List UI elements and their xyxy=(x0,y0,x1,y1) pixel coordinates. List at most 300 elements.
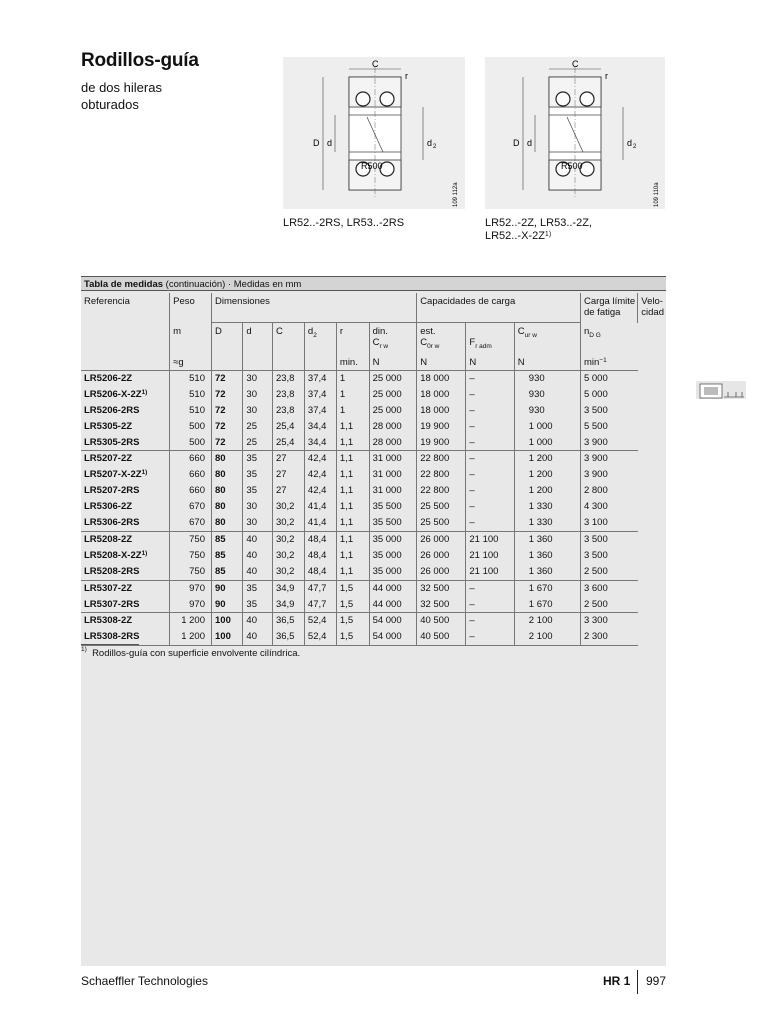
curw-cell-value: 1 360 xyxy=(528,565,553,577)
unit-N: N xyxy=(417,352,466,371)
crw-cell-value: 31 000 xyxy=(372,453,402,465)
fradm-cell-value: – xyxy=(469,631,475,643)
crw-cell-value: 31 000 xyxy=(372,469,402,481)
ndg-cell-value: 3 600 xyxy=(583,582,608,594)
footnote-text: Rodillos-guía con superficie envolvente cilíndrica. xyxy=(92,648,301,659)
d2-cell-value: 34,4 xyxy=(307,436,327,448)
ref-cell xyxy=(81,564,170,580)
crw-cell-value: 28 000 xyxy=(372,420,402,432)
table-row xyxy=(81,597,666,613)
C-cell-value: 25,4 xyxy=(275,436,295,448)
d2-cell xyxy=(304,515,336,531)
curw-cell xyxy=(514,531,580,547)
c0rw-cell xyxy=(417,387,466,403)
crw-cell xyxy=(369,597,417,613)
sym-curw xyxy=(514,323,580,352)
curw-cell-value: 1 330 xyxy=(528,517,553,529)
ref-cell-value: LR5306-2RS xyxy=(84,517,140,529)
curw-cell xyxy=(514,613,580,629)
C-cell-value: 34,9 xyxy=(275,598,295,610)
col-carga-limite xyxy=(580,293,637,323)
c0rw-cell-value: 18 000 xyxy=(420,372,450,384)
C-cell xyxy=(272,597,304,613)
ref-cell-value: LR5306-2Z xyxy=(84,501,133,513)
fradm-cell-value: – xyxy=(469,517,475,529)
r-cell xyxy=(336,564,369,580)
C-cell xyxy=(272,419,304,435)
ndg-cell xyxy=(580,403,637,419)
d-cell-value: 35 xyxy=(246,453,257,465)
crw-cell xyxy=(369,613,417,629)
d2-cell-value: 37,4 xyxy=(307,388,327,400)
ref-cell xyxy=(81,515,170,531)
footnote-rule xyxy=(81,644,139,645)
table-row xyxy=(81,483,666,499)
sym-est-text: est. xyxy=(420,326,436,337)
crw-cell xyxy=(369,483,417,499)
c0rw-cell xyxy=(417,548,466,564)
C-cell xyxy=(272,483,304,499)
unit-N: N xyxy=(514,352,580,371)
fradm-cell xyxy=(466,564,514,580)
ndg-cell-value: 2 300 xyxy=(583,631,608,643)
curw-cell-value: 1 360 xyxy=(528,549,553,561)
fradm-cell xyxy=(466,419,514,435)
c0rw-cell-value: 32 500 xyxy=(420,582,450,594)
curw-cell-value: 930 xyxy=(528,388,545,400)
fradm-cell-value: – xyxy=(469,582,475,594)
fradm-cell xyxy=(466,597,514,613)
caption-line xyxy=(485,230,592,243)
mass-cell xyxy=(170,515,212,531)
r-cell-value: 1,5 xyxy=(339,631,354,643)
mass-cell-value: 660 xyxy=(189,485,205,497)
fradm-cell xyxy=(466,451,514,467)
footer-divider xyxy=(637,970,638,994)
ref-cell-value: LR5206-2Z xyxy=(84,372,133,384)
fradm-cell-value: – xyxy=(469,501,475,513)
d-cell xyxy=(243,370,273,386)
crw-cell-value: 25 000 xyxy=(372,372,402,384)
fradm-cell-value: – xyxy=(469,372,475,384)
d-cell-value: 35 xyxy=(246,469,257,481)
sym-d2-main: d xyxy=(307,326,314,337)
fradm-cell-value: – xyxy=(469,420,475,432)
crw-cell xyxy=(369,403,417,419)
d2-cell-value: 42,4 xyxy=(307,469,327,481)
mass-cell-value: 510 xyxy=(189,372,205,384)
curw-cell-value: 1 330 xyxy=(528,501,553,513)
page-title: Rodillos-guía xyxy=(81,50,199,71)
D-cell-value: 85 xyxy=(215,533,226,545)
ref-cell-value: LR5307-2RS xyxy=(84,598,140,610)
sym-fradm xyxy=(466,323,514,352)
D-cell-value: 80 xyxy=(215,501,226,513)
col-velocidad-1: Velo- xyxy=(641,296,663,307)
sym-c0rw-main: C xyxy=(420,337,428,348)
d-cell-value: 30 xyxy=(246,517,257,529)
table-row xyxy=(81,629,666,645)
d-cell-value: 40 xyxy=(246,631,257,643)
ndg-cell xyxy=(580,467,637,483)
crw-cell-value: 25 000 xyxy=(372,404,402,416)
d2-cell-value: 47,7 xyxy=(307,598,327,610)
dimension-table xyxy=(81,293,666,646)
C-cell-value: 30,2 xyxy=(275,533,295,545)
ndg-cell-value: 4 300 xyxy=(583,501,608,513)
C-cell xyxy=(272,387,304,403)
footer-page-number: 997 xyxy=(646,974,667,988)
D-cell xyxy=(212,629,243,645)
c0rw-cell xyxy=(417,580,466,596)
d-cell-value: 30 xyxy=(246,372,257,384)
c0rw-cell-value: 40 500 xyxy=(420,615,450,627)
subtitle-line-1: de dos hileras xyxy=(81,80,162,95)
unit-empty xyxy=(304,352,336,371)
c0rw-cell-value: 22 800 xyxy=(420,485,450,497)
sym-din-text: din. xyxy=(372,326,388,337)
d-cell xyxy=(243,435,273,451)
mass-cell xyxy=(170,435,212,451)
curw-cell xyxy=(514,483,580,499)
d2-cell xyxy=(304,613,336,629)
D-cell xyxy=(212,387,243,403)
C-cell-value: 30,2 xyxy=(275,549,295,561)
ndg-cell xyxy=(580,580,637,596)
ref-cell-value: LR5305-2RS xyxy=(84,436,140,448)
drawing-code: 109 110a xyxy=(654,182,660,207)
dim-D-label: D xyxy=(313,138,320,148)
curw-cell xyxy=(514,580,580,596)
table-row xyxy=(81,370,666,386)
d2-cell-value: 42,4 xyxy=(307,453,327,465)
D-cell-value: 80 xyxy=(215,517,226,529)
sym-fradm-sub: r adm xyxy=(475,342,492,350)
ndg-cell-value: 2 800 xyxy=(583,485,608,497)
ref-cell xyxy=(81,613,170,629)
crw-cell xyxy=(369,451,417,467)
mass-cell-value: 510 xyxy=(189,404,205,416)
fradm-cell-value: – xyxy=(469,469,475,481)
sym-D: D xyxy=(212,323,243,352)
curw-cell xyxy=(514,564,580,580)
d-cell xyxy=(243,483,273,499)
mass-cell-value: 1 200 xyxy=(181,615,205,627)
mass-cell xyxy=(170,483,212,499)
d-cell-value: 30 xyxy=(246,501,257,513)
unit-rpm xyxy=(580,352,637,371)
ref-cell-value: LR5308-2RS xyxy=(84,631,140,643)
mass-cell-value: 970 xyxy=(189,598,205,610)
table-row xyxy=(81,435,666,451)
C-cell-value: 23,8 xyxy=(275,388,295,400)
D-cell-value: 72 xyxy=(215,388,226,400)
r-cell-value: 1 xyxy=(339,388,346,400)
r-cell-value: 1,1 xyxy=(339,436,354,448)
ref-cell xyxy=(81,580,170,596)
mass-cell xyxy=(170,467,212,483)
C-cell-value: 27 xyxy=(275,453,287,465)
sym-ndg-sub: D G xyxy=(589,331,601,339)
d2-cell xyxy=(304,467,336,483)
curw-cell xyxy=(514,597,580,613)
table-row xyxy=(81,580,666,596)
c0rw-cell-value: 25 500 xyxy=(420,501,450,513)
ndg-cell-value: 5 500 xyxy=(583,420,608,432)
crw-cell-value: 35 000 xyxy=(372,533,402,545)
C-cell-value: 30,2 xyxy=(275,501,295,513)
crw-cell-value: 35 000 xyxy=(372,549,402,561)
sym-m: m xyxy=(170,323,212,352)
ref-cell-value: LR5207-2Z xyxy=(84,453,133,465)
table-row xyxy=(81,548,666,564)
ref-cell xyxy=(81,483,170,499)
dim-r-label: r xyxy=(405,71,408,81)
d-cell xyxy=(243,387,273,403)
d-cell xyxy=(243,629,273,645)
sym-crw xyxy=(373,337,415,352)
D-cell xyxy=(212,419,243,435)
C-cell xyxy=(272,467,304,483)
curw-cell xyxy=(514,467,580,483)
D-cell xyxy=(212,564,243,580)
d2-cell-value: 48,4 xyxy=(307,565,327,577)
curw-cell-value: 1 000 xyxy=(528,436,553,448)
unit-N: N xyxy=(369,352,417,371)
ndg-cell xyxy=(580,499,637,515)
ndg-cell-value: 3 900 xyxy=(583,436,608,448)
fradm-cell xyxy=(466,403,514,419)
r-cell-value: 1,1 xyxy=(339,533,354,545)
D-cell-value: 85 xyxy=(215,549,226,561)
crw-cell xyxy=(369,580,417,596)
ndg-cell-value: 3 300 xyxy=(583,615,608,627)
crw-cell-value: 35 000 xyxy=(372,565,402,577)
d2-cell-value: 41,4 xyxy=(307,517,327,529)
D-cell xyxy=(212,403,243,419)
ref-cell-value: LR5207-2RS xyxy=(84,485,140,497)
dim-D-label: D xyxy=(513,138,520,148)
mass-cell-value: 660 xyxy=(189,469,205,481)
r-cell xyxy=(336,451,369,467)
ndg-cell-value: 3 900 xyxy=(583,453,608,465)
ndg-cell xyxy=(580,564,637,580)
d2-cell xyxy=(304,419,336,435)
unit-min: min. xyxy=(336,352,369,371)
r-cell-value: 1 xyxy=(339,404,346,416)
mass-cell xyxy=(170,531,212,547)
d2-cell-value: 48,4 xyxy=(307,549,327,561)
table-row xyxy=(81,531,666,547)
D-cell xyxy=(212,467,243,483)
r-cell-value: 1 xyxy=(339,372,346,384)
ref-cell-value: LR5207-X-2Z xyxy=(84,469,142,481)
table-row xyxy=(81,467,666,483)
curw-cell xyxy=(514,419,580,435)
sym-crw-main: C xyxy=(372,337,380,348)
d-cell-value: 40 xyxy=(246,615,257,627)
d2-cell xyxy=(304,629,336,645)
footnote xyxy=(81,648,300,659)
C-cell-value: 27 xyxy=(275,485,287,497)
curw-cell-value: 2 100 xyxy=(528,631,553,643)
dim-d2-sub: 2 xyxy=(633,144,637,150)
c0rw-cell xyxy=(417,403,466,419)
ndg-cell-value: 3 500 xyxy=(583,549,608,561)
d-cell-value: 35 xyxy=(246,582,257,594)
D-cell xyxy=(212,597,243,613)
crw-cell-value: 31 000 xyxy=(372,485,402,497)
fradm-cell-value: – xyxy=(469,453,475,465)
curw-cell-value: 1 360 xyxy=(528,533,553,545)
d-cell xyxy=(243,419,273,435)
d2-cell xyxy=(304,403,336,419)
curw-cell xyxy=(514,387,580,403)
C-cell xyxy=(272,515,304,531)
c0rw-cell-value: 25 500 xyxy=(420,517,450,529)
d2-cell-value: 48,4 xyxy=(307,533,327,545)
d2-cell xyxy=(304,499,336,515)
c0rw-cell-value: 18 000 xyxy=(420,388,450,400)
dim-r-label: r xyxy=(605,71,608,81)
r-cell-value: 1,1 xyxy=(339,501,354,513)
table-row xyxy=(81,387,666,403)
curw-cell xyxy=(514,499,580,515)
fradm-cell-value: – xyxy=(469,404,475,416)
table-title xyxy=(81,276,666,291)
d2-cell xyxy=(304,370,336,386)
d2-cell xyxy=(304,531,336,547)
curw-cell-value: 1 670 xyxy=(528,582,553,594)
mass-cell-value: 510 xyxy=(189,388,205,400)
r-cell-value: 1,1 xyxy=(339,420,354,432)
c0rw-cell-value: 26 000 xyxy=(420,533,450,545)
ref-cell xyxy=(81,531,170,547)
radius-label: R500 xyxy=(561,161,583,171)
d2-cell xyxy=(304,435,336,451)
d-cell-value: 40 xyxy=(246,549,257,561)
ndg-cell-value: 2 500 xyxy=(583,565,608,577)
unit-empty xyxy=(272,352,304,371)
drawing-code: 109 112a xyxy=(453,182,459,207)
d-cell xyxy=(243,467,273,483)
d-cell xyxy=(243,597,273,613)
caption-line: LR52..-2Z, LR53..-2Z, xyxy=(485,217,592,229)
D-cell-value: 100 xyxy=(215,615,231,627)
mass-cell xyxy=(170,629,212,645)
ndg-cell xyxy=(580,548,637,564)
sym-crw-sub: r w xyxy=(379,342,389,350)
dimension-table-panel xyxy=(81,276,666,966)
C-cell-value: 36,5 xyxy=(275,631,295,643)
mass-cell xyxy=(170,387,212,403)
sym-din xyxy=(369,323,417,352)
curw-cell-value: 1 200 xyxy=(528,485,553,497)
r-cell xyxy=(336,548,369,564)
ref-cell xyxy=(81,370,170,386)
mass-cell-value: 670 xyxy=(189,501,205,513)
c0rw-cell xyxy=(417,613,466,629)
C-cell xyxy=(272,499,304,515)
crw-cell xyxy=(369,515,417,531)
fradm-cell xyxy=(466,387,514,403)
c0rw-cell xyxy=(417,597,466,613)
fradm-cell-value: 21 100 xyxy=(469,565,499,577)
bearing-drawing-2z xyxy=(485,57,665,209)
fradm-cell xyxy=(466,515,514,531)
D-cell xyxy=(212,580,243,596)
ndg-cell-value: 3 500 xyxy=(583,404,608,416)
r-cell-value: 1,5 xyxy=(339,598,354,610)
d2-cell xyxy=(304,564,336,580)
r-cell xyxy=(336,629,369,645)
dim-d2-label: d xyxy=(627,138,633,148)
crw-cell-value: 54 000 xyxy=(372,631,402,643)
d2-cell-value: 52,4 xyxy=(307,615,327,627)
mass-cell-value: 970 xyxy=(189,582,205,594)
c0rw-cell xyxy=(417,629,466,645)
c0rw-cell xyxy=(417,467,466,483)
crw-cell-value: 28 000 xyxy=(372,436,402,448)
dim-c-label: C xyxy=(372,59,379,69)
mass-cell xyxy=(170,403,212,419)
curw-cell xyxy=(514,370,580,386)
sym-ndg xyxy=(580,323,637,352)
C-cell xyxy=(272,548,304,564)
D-cell xyxy=(212,499,243,515)
ndg-cell xyxy=(580,435,637,451)
d-cell-value: 25 xyxy=(246,420,257,432)
footer-section: HR 1 xyxy=(603,974,631,988)
ref-cell-value: LR5307-2Z xyxy=(84,582,133,594)
d2-cell xyxy=(304,580,336,596)
unit-N: N xyxy=(466,352,514,371)
D-cell xyxy=(212,613,243,629)
fradm-cell xyxy=(466,499,514,515)
c0rw-cell-value: 26 000 xyxy=(420,565,450,577)
curw-cell xyxy=(514,435,580,451)
D-cell-value: 100 xyxy=(215,631,231,643)
crw-cell-value: 35 500 xyxy=(372,517,402,529)
fradm-cell xyxy=(466,483,514,499)
r-cell xyxy=(336,613,369,629)
D-cell xyxy=(212,451,243,467)
fradm-cell-value: – xyxy=(469,388,475,400)
col-referencia: Referencia xyxy=(84,296,130,307)
crw-cell xyxy=(369,564,417,580)
curw-cell-value: 1 200 xyxy=(528,469,553,481)
unit-spacer xyxy=(81,352,170,371)
d-cell xyxy=(243,580,273,596)
r-cell xyxy=(336,597,369,613)
crw-cell-value: 25 000 xyxy=(372,388,402,400)
d2-cell-value: 47,7 xyxy=(307,582,327,594)
table-row xyxy=(81,515,666,531)
d-cell-value: 35 xyxy=(246,485,257,497)
D-cell xyxy=(212,483,243,499)
crw-cell xyxy=(369,629,417,645)
ndg-cell xyxy=(580,419,637,435)
r-cell-value: 1,1 xyxy=(339,517,354,529)
d2-cell-value: 37,4 xyxy=(307,404,327,416)
fradm-cell xyxy=(466,580,514,596)
fradm-cell-value: – xyxy=(469,436,475,448)
c0rw-cell xyxy=(417,435,466,451)
D-cell-value: 72 xyxy=(215,436,226,448)
curw-cell xyxy=(514,515,580,531)
C-cell xyxy=(272,403,304,419)
d-cell xyxy=(243,548,273,564)
